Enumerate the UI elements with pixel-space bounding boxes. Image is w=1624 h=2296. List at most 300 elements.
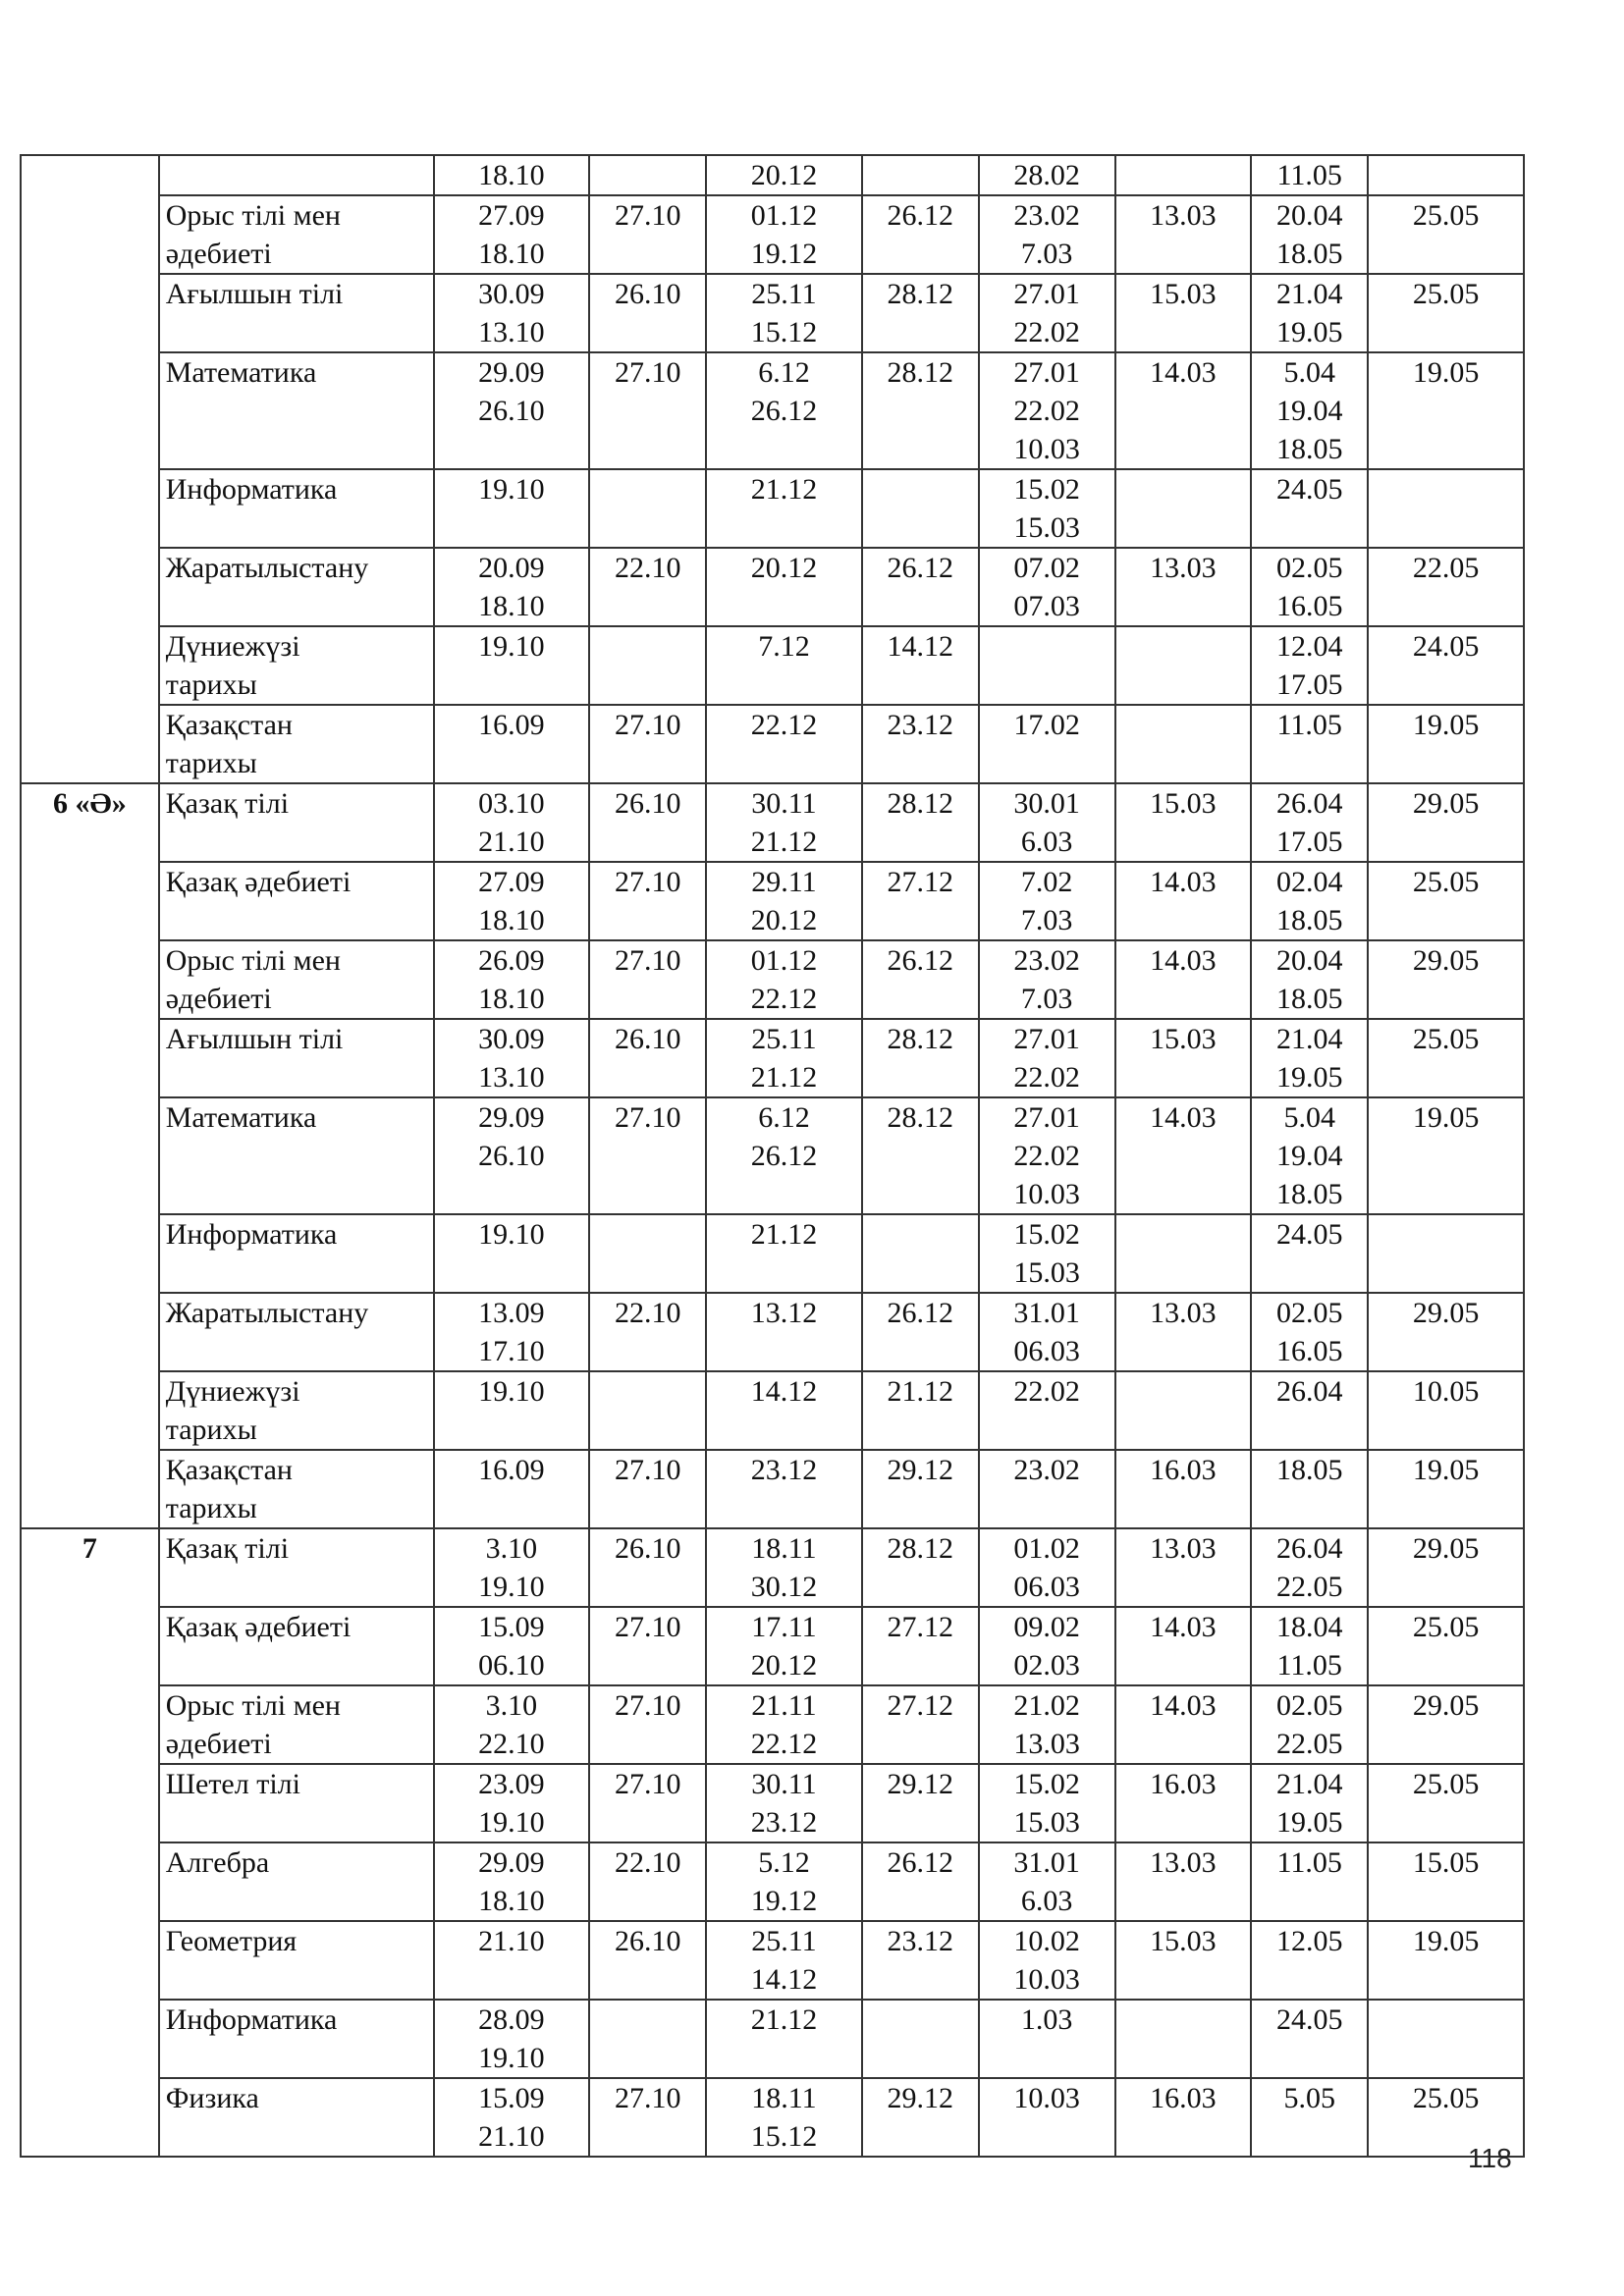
date-cell xyxy=(1115,195,1252,274)
date-value: 13.10 xyxy=(478,1061,545,1094)
date-value: 20.04 xyxy=(1275,944,1343,977)
table-row xyxy=(21,195,1524,274)
date-value: 26.12 xyxy=(750,1140,818,1172)
date-value: 19.05 xyxy=(1412,1101,1480,1134)
date-value: 27.10 xyxy=(614,866,681,898)
date-cell xyxy=(979,1214,1115,1293)
date-value: 19.05 xyxy=(1412,1925,1480,1957)
date-value: 27.10 xyxy=(614,356,681,389)
date-value: 25.05 xyxy=(1412,1611,1480,1643)
date-value: 29.09 xyxy=(478,1101,545,1134)
date-value: 7.12 xyxy=(758,630,810,663)
subject-line: Жаратылыстану xyxy=(165,1297,369,1329)
date-value: 27.12 xyxy=(887,866,954,898)
date-cell xyxy=(1251,1019,1368,1097)
date-value: 26.10 xyxy=(614,1532,681,1565)
date-value: 10.03 xyxy=(1013,1963,1080,1996)
date-value: 14.12 xyxy=(750,1963,818,1996)
date-cell xyxy=(1251,783,1368,862)
date-value: 29.12 xyxy=(887,1454,954,1486)
date-value: 27.01 xyxy=(1013,1101,1080,1134)
date-value: 20.12 xyxy=(750,159,818,191)
date-value: 18.05 xyxy=(1275,983,1343,1015)
date-value: 16.05 xyxy=(1275,1335,1343,1367)
date-cell xyxy=(434,626,590,705)
date-value: 7.02 xyxy=(1020,866,1073,898)
date-cell xyxy=(979,548,1115,626)
date-value: 26.12 xyxy=(887,552,954,584)
date-value: 30.09 xyxy=(478,278,545,310)
subject-line: Орыс тілі мен xyxy=(165,1689,341,1722)
date-cell xyxy=(589,1842,706,1921)
date-value: 19.05 xyxy=(1412,1454,1480,1486)
date-cell xyxy=(979,626,1115,705)
date-cell xyxy=(1115,1764,1252,1842)
date-cell xyxy=(1251,1764,1368,1842)
date-cell xyxy=(1251,1214,1368,1293)
date-value: 22.02 xyxy=(1013,1140,1080,1172)
date-cell xyxy=(434,195,590,274)
date-cell xyxy=(1115,1607,1252,1685)
date-cell xyxy=(706,940,862,1019)
date-cell xyxy=(706,1528,862,1607)
date-value: 12.05 xyxy=(1275,1925,1343,1957)
subject-line: Жаратылыстану xyxy=(165,552,369,584)
date-value: 13.09 xyxy=(478,1297,545,1329)
date-value: 14.12 xyxy=(887,630,954,663)
date-value: 3.10 xyxy=(485,1532,538,1565)
date-value: 26.10 xyxy=(478,1140,545,1172)
subject-cell xyxy=(159,1842,434,1921)
date-cell xyxy=(1368,1293,1524,1371)
date-cell xyxy=(979,1371,1115,1450)
date-value: 27.09 xyxy=(478,199,545,232)
date-value: 21.12 xyxy=(750,826,818,858)
date-value: 14.03 xyxy=(1150,1101,1217,1134)
date-value: 22.12 xyxy=(750,1728,818,1760)
date-value: 18.05 xyxy=(1275,433,1343,465)
date-value: 19.10 xyxy=(478,630,545,663)
date-value: 03.10 xyxy=(478,787,545,820)
date-cell xyxy=(1251,1450,1368,1528)
date-value: 23.12 xyxy=(750,1806,818,1839)
date-value: 29.09 xyxy=(478,1846,545,1879)
date-cell xyxy=(1368,1019,1524,1097)
date-cell xyxy=(1251,1371,1368,1450)
date-cell xyxy=(1251,2078,1368,2157)
date-value: 16.03 xyxy=(1150,1768,1217,1800)
date-value: 21.04 xyxy=(1275,278,1343,310)
date-value: 15.03 xyxy=(1013,1256,1080,1289)
date-value: 18.10 xyxy=(478,590,545,622)
date-cell xyxy=(1251,469,1368,548)
table-row xyxy=(21,626,1524,705)
date-cell xyxy=(862,1685,979,1764)
date-cell xyxy=(589,352,706,469)
subject-line: Дүниежүзі xyxy=(165,630,300,663)
date-value: 6.03 xyxy=(1020,826,1073,858)
table-row xyxy=(21,274,1524,352)
subject-cell xyxy=(159,195,434,274)
date-value: 10.02 xyxy=(1013,1925,1080,1957)
date-cell xyxy=(434,1607,590,1685)
date-value: 30.11 xyxy=(751,1768,817,1800)
date-value: 14.03 xyxy=(1150,866,1217,898)
date-cell xyxy=(1368,1921,1524,2000)
date-value: 16.09 xyxy=(478,709,545,741)
grade-cell: 6 «Ә» xyxy=(21,783,159,1528)
date-cell xyxy=(979,1097,1115,1214)
date-cell xyxy=(1368,705,1524,783)
date-cell xyxy=(434,862,590,940)
date-value: 14.03 xyxy=(1150,944,1217,977)
date-value: 22.02 xyxy=(1013,316,1080,348)
table-row xyxy=(21,2000,1524,2078)
date-cell xyxy=(706,1921,862,2000)
date-value: 15.02 xyxy=(1013,1768,1080,1800)
table-row xyxy=(21,1214,1524,1293)
date-value: 19.04 xyxy=(1275,395,1343,427)
subject-cell xyxy=(159,1019,434,1097)
date-value: 24.05 xyxy=(1275,1218,1343,1251)
date-cell xyxy=(706,1019,862,1097)
date-cell xyxy=(1251,940,1368,1019)
date-cell xyxy=(1368,783,1524,862)
subject-cell xyxy=(159,1685,434,1764)
date-cell xyxy=(1115,1842,1252,1921)
date-cell xyxy=(434,1097,590,1214)
subject-cell xyxy=(159,155,434,195)
subject-cell xyxy=(159,1764,434,1842)
date-value: 06.03 xyxy=(1013,1335,1080,1367)
table-row xyxy=(21,1097,1524,1214)
subject-line: әдебиеті xyxy=(165,238,272,270)
date-cell xyxy=(979,940,1115,1019)
date-cell xyxy=(589,862,706,940)
date-cell xyxy=(862,783,979,862)
date-cell xyxy=(434,783,590,862)
date-value: 25.05 xyxy=(1412,1768,1480,1800)
date-value: 31.01 xyxy=(1013,1846,1080,1879)
subject-line: Математика xyxy=(165,356,317,389)
date-cell xyxy=(1251,1842,1368,1921)
date-cell xyxy=(1115,1019,1252,1097)
date-value: 16.05 xyxy=(1275,590,1343,622)
date-value: 28.09 xyxy=(478,2003,545,2036)
table-row xyxy=(21,1685,1524,1764)
subject-cell xyxy=(159,1607,434,1685)
table-row xyxy=(21,862,1524,940)
date-value: 09.02 xyxy=(1013,1611,1080,1643)
date-cell xyxy=(589,1450,706,1528)
date-value: 01.12 xyxy=(750,944,818,977)
subject-line: әдебиеті xyxy=(165,1728,272,1760)
date-cell xyxy=(862,1450,979,1528)
date-value: 21.12 xyxy=(887,1375,954,1408)
date-value: 24.05 xyxy=(1275,2003,1343,2036)
date-cell xyxy=(979,1450,1115,1528)
date-value: 19.05 xyxy=(1275,316,1343,348)
date-value: 15.02 xyxy=(1013,473,1080,506)
date-cell xyxy=(434,1371,590,1450)
date-value: 14.03 xyxy=(1150,356,1217,389)
date-value: 10.03 xyxy=(1013,433,1080,465)
date-value: 22.10 xyxy=(614,1846,681,1879)
date-cell xyxy=(862,274,979,352)
date-value: 19.04 xyxy=(1275,1140,1343,1172)
date-cell xyxy=(589,1764,706,1842)
date-value: 15.12 xyxy=(750,316,818,348)
table-row xyxy=(21,548,1524,626)
date-value: 25.11 xyxy=(751,1925,817,1957)
date-value: 19.12 xyxy=(750,238,818,270)
date-value: 28.12 xyxy=(887,1023,954,1055)
date-value: 7.03 xyxy=(1020,983,1073,1015)
date-cell xyxy=(1368,1685,1524,1764)
date-value: 18.11 xyxy=(751,1532,817,1565)
date-value: 10.03 xyxy=(1013,2082,1080,2114)
date-cell xyxy=(1115,1685,1252,1764)
date-cell xyxy=(589,1097,706,1214)
date-cell xyxy=(862,2078,979,2157)
date-cell xyxy=(706,1293,862,1371)
date-cell xyxy=(1115,1371,1252,1450)
grade-cell: 7 xyxy=(21,1528,159,2157)
date-value: 29.05 xyxy=(1412,1297,1480,1329)
date-cell xyxy=(979,705,1115,783)
date-value: 22.05 xyxy=(1275,1728,1343,1760)
date-value: 27.12 xyxy=(887,1611,954,1643)
date-value: 15.09 xyxy=(478,1611,545,1643)
date-cell xyxy=(979,195,1115,274)
date-value: 15.12 xyxy=(750,2120,818,2153)
subject-line: Қазақ әдебиеті xyxy=(165,1611,352,1643)
date-value: 02.03 xyxy=(1013,1649,1080,1682)
date-cell xyxy=(979,1019,1115,1097)
date-value: 26.04 xyxy=(1275,1375,1343,1408)
date-value: 3.10 xyxy=(485,1689,538,1722)
subject-line: Информатика xyxy=(165,473,338,506)
grade-cell xyxy=(21,155,159,783)
date-cell xyxy=(1368,274,1524,352)
date-value: 01.12 xyxy=(750,199,818,232)
date-cell xyxy=(979,2000,1115,2078)
date-cell xyxy=(1251,1528,1368,1607)
date-cell xyxy=(434,352,590,469)
date-value: 20.12 xyxy=(750,552,818,584)
subject-cell xyxy=(159,940,434,1019)
date-cell xyxy=(706,1450,862,1528)
date-value: 23.12 xyxy=(887,1925,954,1957)
date-value: 26.09 xyxy=(478,944,545,977)
date-cell xyxy=(1115,1921,1252,2000)
date-value: 29.12 xyxy=(887,1768,954,1800)
date-cell xyxy=(434,1214,590,1293)
date-value: 28.12 xyxy=(887,1101,954,1134)
date-value: 26.04 xyxy=(1275,787,1343,820)
date-value: 12.04 xyxy=(1275,630,1343,663)
date-cell xyxy=(589,626,706,705)
table-row xyxy=(21,1293,1524,1371)
date-value: 5.04 xyxy=(1283,1101,1335,1134)
date-value: 28.12 xyxy=(887,356,954,389)
date-value: 6.12 xyxy=(758,1101,810,1134)
date-value: 15.03 xyxy=(1150,278,1217,310)
date-cell xyxy=(589,1921,706,2000)
date-value: 24.05 xyxy=(1412,630,1480,663)
date-cell xyxy=(1368,940,1524,1019)
date-value: 10.05 xyxy=(1412,1375,1480,1408)
date-value: 27.10 xyxy=(614,1689,681,1722)
date-value: 21.04 xyxy=(1275,1023,1343,1055)
date-cell xyxy=(706,155,862,195)
subject-cell xyxy=(159,626,434,705)
subject-line: тарихы xyxy=(165,1492,257,1524)
date-cell xyxy=(979,1764,1115,1842)
date-value: 27.09 xyxy=(478,866,545,898)
subject-line: Қазақ әдебиеті xyxy=(165,866,352,898)
date-cell xyxy=(589,1214,706,1293)
date-value: 25.11 xyxy=(751,1023,817,1055)
date-cell xyxy=(1251,1685,1368,1764)
date-value: 30.09 xyxy=(478,1023,545,1055)
table-row xyxy=(21,1019,1524,1097)
date-cell xyxy=(706,352,862,469)
date-value: 14.03 xyxy=(1150,1611,1217,1643)
date-cell xyxy=(1368,626,1524,705)
date-cell xyxy=(1368,195,1524,274)
date-cell xyxy=(1251,195,1368,274)
date-value: 27.10 xyxy=(614,1454,681,1486)
date-value: 22.12 xyxy=(750,709,818,741)
date-value: 18.05 xyxy=(1275,238,1343,270)
date-cell xyxy=(589,1607,706,1685)
date-cell xyxy=(589,155,706,195)
date-cell xyxy=(706,2078,862,2157)
subject-cell xyxy=(159,783,434,862)
date-cell xyxy=(434,2078,590,2157)
date-cell xyxy=(706,1607,862,1685)
date-cell xyxy=(1115,1528,1252,1607)
date-value: 18.05 xyxy=(1275,1454,1343,1486)
date-cell xyxy=(1115,626,1252,705)
subject-cell xyxy=(159,862,434,940)
date-value: 22.10 xyxy=(614,1297,681,1329)
date-cell xyxy=(706,1097,862,1214)
date-value: 21.02 xyxy=(1013,1689,1080,1722)
subject-cell xyxy=(159,2078,434,2157)
date-value: 27.10 xyxy=(614,944,681,977)
table-row xyxy=(21,352,1524,469)
date-cell xyxy=(1251,155,1368,195)
date-value: 13.10 xyxy=(478,316,545,348)
schedule-table-body xyxy=(21,155,1524,2157)
subject-cell xyxy=(159,469,434,548)
date-value: 30.01 xyxy=(1013,787,1080,820)
table-row xyxy=(21,1607,1524,1685)
date-cell xyxy=(862,1371,979,1450)
subject-line: тарихы xyxy=(165,668,257,701)
date-value: 15.05 xyxy=(1412,1846,1480,1879)
date-value: 21.10 xyxy=(478,2120,545,2153)
date-cell xyxy=(434,1528,590,1607)
date-value: 22.05 xyxy=(1412,552,1480,584)
date-value: 18.10 xyxy=(478,1885,545,1917)
date-value: 23.12 xyxy=(750,1454,818,1486)
date-cell xyxy=(979,1528,1115,1607)
date-cell xyxy=(979,1685,1115,1764)
date-cell xyxy=(434,1685,590,1764)
subject-cell xyxy=(159,2000,434,2078)
date-value: 25.05 xyxy=(1412,278,1480,310)
date-cell xyxy=(1368,1450,1524,1528)
date-value: 06.03 xyxy=(1013,1571,1080,1603)
date-value: 18.10 xyxy=(478,983,545,1015)
table-row xyxy=(21,1371,1524,1450)
date-cell xyxy=(1115,274,1252,352)
date-value: 21.12 xyxy=(750,473,818,506)
table-row xyxy=(21,1764,1524,1842)
date-value: 20.09 xyxy=(478,552,545,584)
date-cell xyxy=(1115,548,1252,626)
date-cell xyxy=(1115,940,1252,1019)
date-value: 19.10 xyxy=(478,2042,545,2074)
date-cell xyxy=(862,155,979,195)
date-cell xyxy=(862,352,979,469)
date-cell xyxy=(434,1019,590,1097)
date-cell xyxy=(979,2078,1115,2157)
date-cell xyxy=(706,1371,862,1450)
date-value: 22.05 xyxy=(1275,1571,1343,1603)
table-row xyxy=(21,940,1524,1019)
date-cell xyxy=(1115,352,1252,469)
date-value: 27.10 xyxy=(614,1101,681,1134)
date-cell xyxy=(862,548,979,626)
subject-cell xyxy=(159,1214,434,1293)
date-value: 07.02 xyxy=(1013,552,1080,584)
date-value: 7.03 xyxy=(1020,238,1073,270)
date-value: 27.01 xyxy=(1013,356,1080,389)
date-value: 28.12 xyxy=(887,278,954,310)
date-cell xyxy=(434,1450,590,1528)
date-value: 1.03 xyxy=(1020,2003,1073,2036)
date-value: 5.05 xyxy=(1283,2082,1335,2114)
date-value: 23.12 xyxy=(887,709,954,741)
date-value: 26.10 xyxy=(614,787,681,820)
date-cell xyxy=(1115,1214,1252,1293)
date-value: 23.02 xyxy=(1013,199,1080,232)
date-value: 26.12 xyxy=(887,1846,954,1879)
date-value: 5.12 xyxy=(758,1846,810,1879)
date-value: 02.04 xyxy=(1275,866,1343,898)
table-row xyxy=(21,1842,1524,1921)
date-value: 01.02 xyxy=(1013,1532,1080,1565)
table-row xyxy=(21,1450,1524,1528)
date-value: 19.05 xyxy=(1412,709,1480,741)
subject-cell xyxy=(159,1921,434,2000)
date-cell xyxy=(862,1293,979,1371)
date-value: 27.01 xyxy=(1013,278,1080,310)
date-value: 23.02 xyxy=(1013,1454,1080,1486)
date-value: 15.09 xyxy=(478,2082,545,2114)
date-value: 19.12 xyxy=(750,1885,818,1917)
date-value: 20.12 xyxy=(750,904,818,936)
date-value: 21.10 xyxy=(478,826,545,858)
date-cell xyxy=(1251,1607,1368,1685)
date-cell xyxy=(1251,1097,1368,1214)
subject-cell xyxy=(159,1371,434,1450)
table-row xyxy=(21,1921,1524,2000)
